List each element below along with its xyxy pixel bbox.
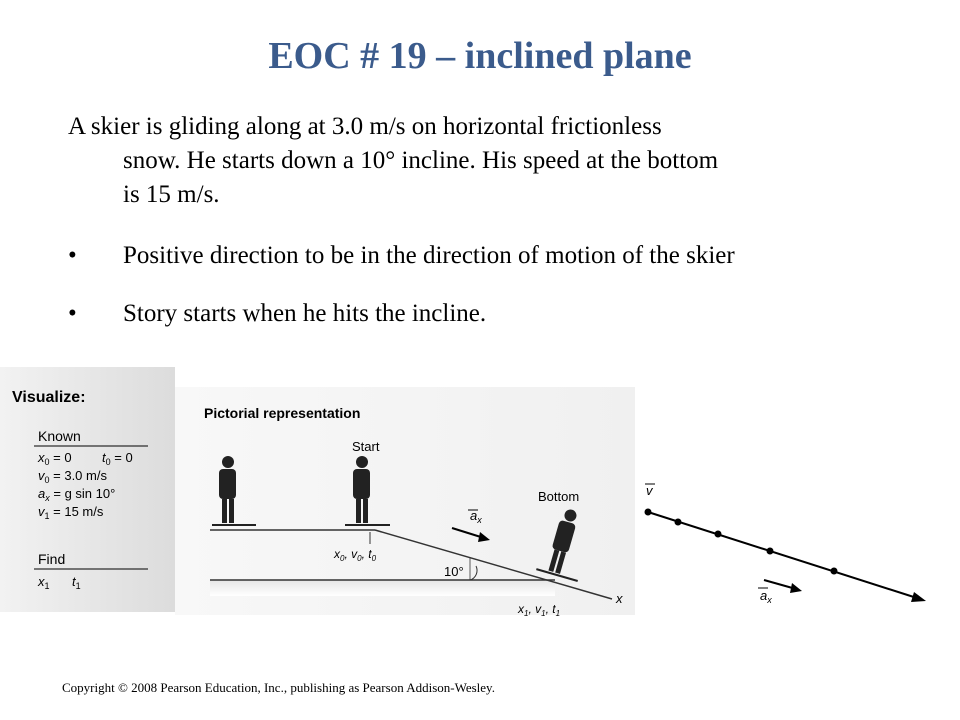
angle-label: 10° (444, 564, 464, 579)
known-v0: $v_0 = 3.0$ m/s (38, 468, 107, 485)
ground-surface (210, 580, 555, 596)
motion-accel-arrowhead (790, 583, 802, 593)
visualize-figure (0, 362, 960, 632)
paragraph-line-2: snow. He starts down a 10° incline. His speed at the bottom (123, 147, 719, 174)
motion-dot (715, 531, 722, 538)
known-ax: $a_x = g$ sin 10° (38, 486, 116, 503)
motion-dot (675, 519, 682, 526)
pictorial-label: Pictorial representation (204, 405, 361, 421)
paragraph-line-3: is 15 m/s. (123, 181, 220, 208)
start-point-label: $x_0$, $v_0$, $t_0$ (334, 547, 377, 563)
velocity-label: v (646, 483, 653, 498)
paragraph-line-1: A skier is gliding along at 3.0 m/s on horizontal frictionless (68, 113, 662, 140)
motion-dot (831, 568, 838, 575)
start-label: Start (352, 439, 380, 454)
x-axis-label: x (616, 591, 623, 606)
motion-dot (767, 548, 774, 555)
bottom-point-label: $x_1$, $v_1$, $t_1$ (518, 602, 561, 618)
find-t1: $t_1$ (72, 574, 81, 591)
accel-label: $a_x$ (470, 508, 482, 525)
motion-accel-label: $a_x$ (760, 588, 772, 605)
motion-dot (913, 595, 920, 602)
problem-paragraph (68, 110, 918, 212)
bullet-text-1: Positive direction to be in the direction of motion of the skier (123, 242, 735, 269)
visualize-label: Visualize: (12, 389, 86, 406)
find-label: Find (38, 551, 66, 567)
copyright-notice: Copyright © 2008 Pearson Education, Inc., publishing as Pearson Addison-Wesley. (62, 680, 495, 695)
known-t0: $t_0 = 0$ (102, 450, 133, 467)
known-label: Known (38, 428, 81, 444)
slide-title: EOC # 19 – inclined plane (268, 35, 692, 77)
known-v1: $v_1 = 15$ m/s (38, 504, 104, 521)
known-x0: $x_0 = 0$ (38, 450, 72, 467)
find-x1: $x_1$ (38, 574, 50, 591)
motion-dot (645, 509, 652, 516)
bottom-label: Bottom (538, 489, 580, 504)
bullet-marker-2: • (68, 300, 77, 327)
bullet-marker-1: • (68, 242, 77, 269)
bullet-text-2: Story starts when he hits the incline. (123, 300, 487, 327)
